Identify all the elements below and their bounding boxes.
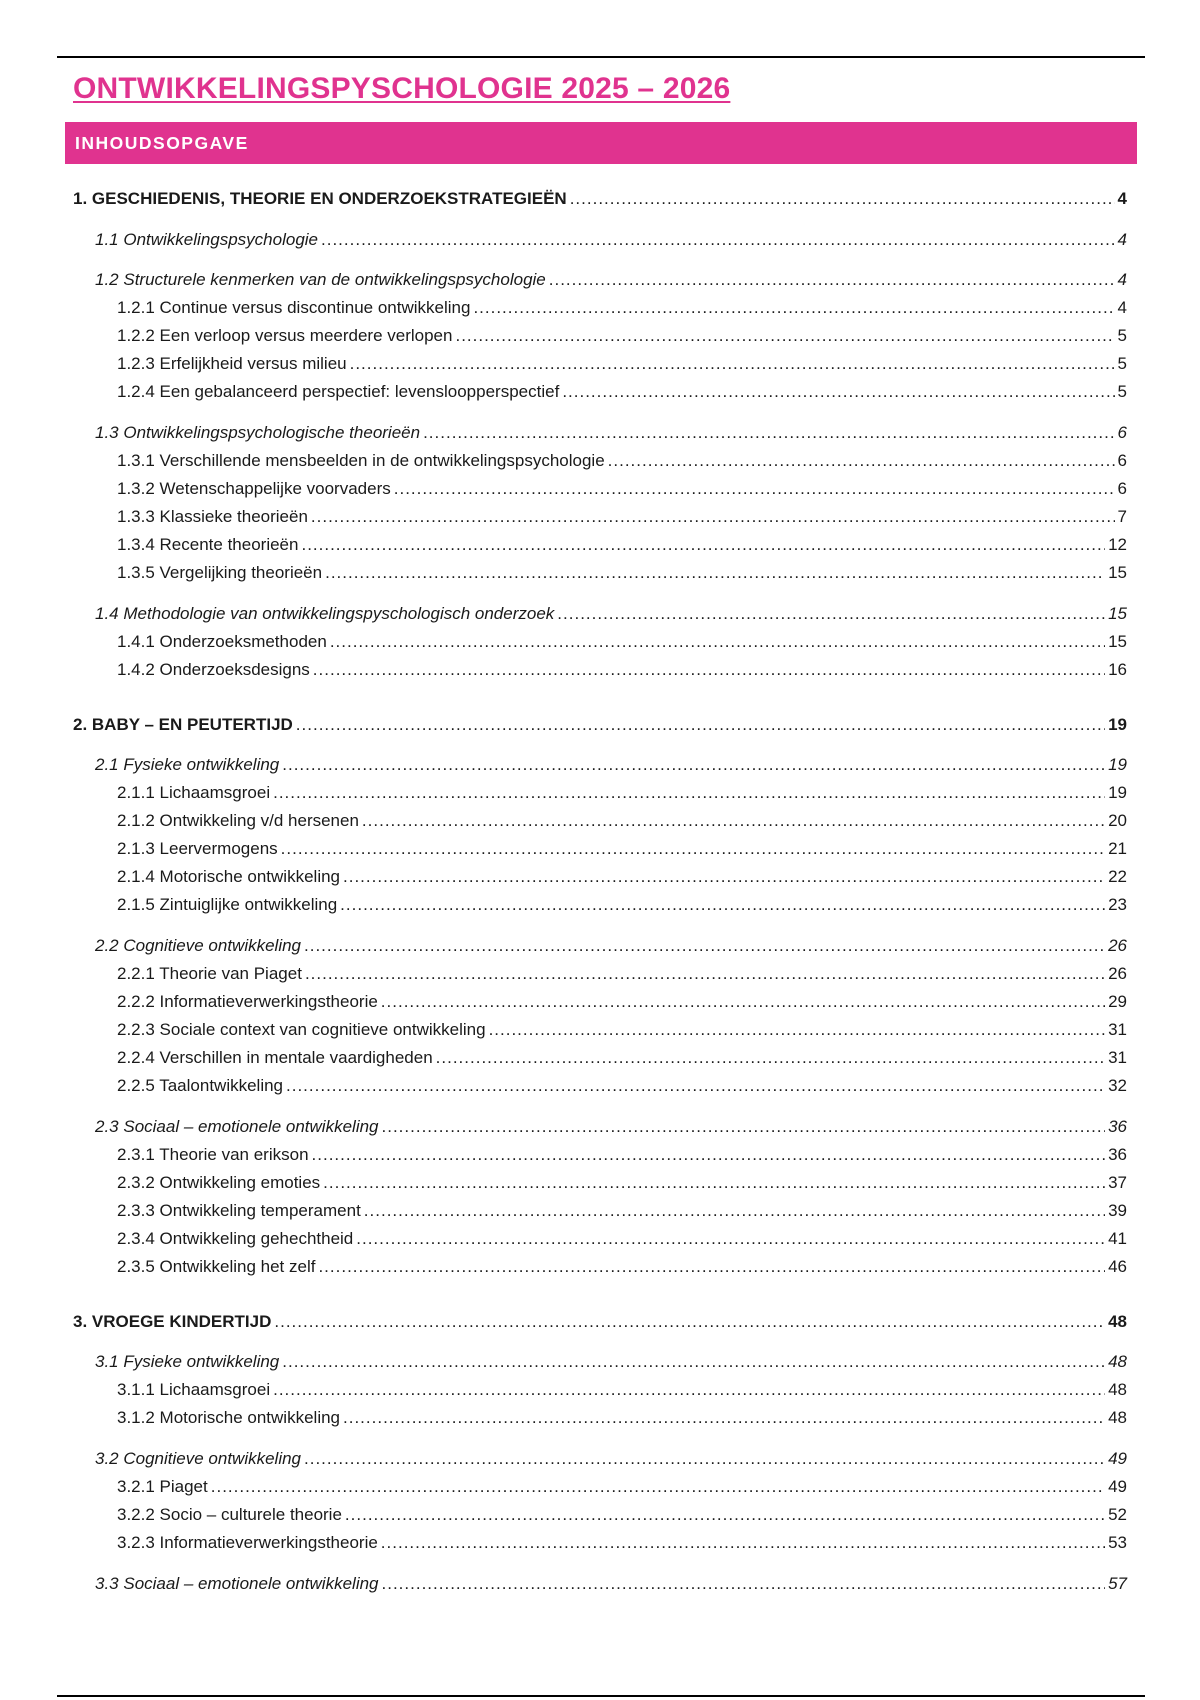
toc-entry-label: 2.1.3 Leervermogens	[117, 839, 278, 858]
toc-dot-leader	[364, 1200, 1105, 1222]
toc-subsection[interactable]	[117, 963, 1127, 985]
toc-section[interactable]	[95, 1351, 1127, 1373]
toc-section[interactable]	[95, 1448, 1127, 1470]
toc-entry-page: 5	[1117, 354, 1127, 373]
toc-entry-label: 3.3 Sociaal – emotionele ontwikkeling	[95, 1574, 379, 1593]
toc-entry-page: 49	[1108, 1477, 1127, 1496]
toc-section[interactable]	[95, 1116, 1127, 1138]
toc-entry-page: 5	[1117, 326, 1127, 345]
toc-dot-leader	[345, 1504, 1105, 1526]
toc-entry-label: 1.2 Structurele kenmerken van de ontwikkelingspsychologie	[95, 270, 546, 289]
toc-entry-label: 2.2 Cognitieve ontwikkeling	[95, 936, 302, 955]
toc-dot-leader	[455, 325, 1114, 347]
toc-entry-label: 2.2.5 Taalontwikkeling	[117, 1076, 284, 1095]
toc-entry-page: 53	[1108, 1533, 1127, 1552]
toc-dot-leader	[301, 534, 1105, 556]
toc-chapter[interactable]	[73, 1311, 1127, 1333]
toc-subsection[interactable]	[117, 381, 1127, 403]
toc-subsection[interactable]	[117, 1504, 1127, 1526]
toc-subsection[interactable]	[117, 631, 1127, 653]
toc-dot-leader	[570, 188, 1115, 210]
toc-subsection[interactable]	[117, 1532, 1127, 1554]
toc-dot-leader	[273, 782, 1105, 804]
toc-section[interactable]	[95, 754, 1127, 776]
toc-dot-leader	[281, 838, 1105, 860]
toc-entry-page: 19	[1108, 755, 1127, 774]
toc-dot-leader	[282, 754, 1105, 776]
toc-entry-label: 2.2.3 Sociale context van cognitieve ontwikkeling	[117, 1020, 486, 1039]
toc-entry-page: 4	[1117, 270, 1127, 289]
toc-entry-page: 12	[1108, 535, 1127, 554]
toc-dot-leader	[313, 659, 1105, 681]
toc-subsection[interactable]	[117, 562, 1127, 584]
toc-entry-page: 6	[1117, 479, 1127, 498]
toc-dot-leader	[330, 631, 1105, 653]
toc-dot-leader	[273, 1379, 1105, 1401]
toc-entry-page: 23	[1108, 895, 1127, 914]
toc-entry-label: 1. GESCHIEDENIS, THEORIE EN ONDERZOEKSTRATEGIEËN	[73, 189, 567, 208]
toc-entry-page: 48	[1108, 1408, 1127, 1427]
toc-entry-label: 2.1.5 Zintuiglijke ontwikkeling	[117, 895, 338, 914]
toc-entry-page: 36	[1108, 1117, 1127, 1136]
toc-entry-label: 2. BABY – EN PEUTERTIJD	[73, 715, 293, 734]
toc-subsection[interactable]	[117, 506, 1127, 528]
toc-entry-label: 2.3.5 Ontwikkeling het zelf	[117, 1257, 316, 1276]
toc-entry-page: 7	[1117, 507, 1127, 526]
toc-section[interactable]	[95, 603, 1127, 625]
toc-subsection[interactable]	[117, 1047, 1127, 1069]
toc-subsection[interactable]	[117, 894, 1127, 916]
toc-entry-label: 2.3.1 Theorie van erikson	[117, 1145, 309, 1164]
toc-entry-label: 1.4.1 Onderzoeksmethoden	[117, 632, 327, 651]
toc-subsection[interactable]	[117, 782, 1127, 804]
toc-entry-page: 37	[1108, 1173, 1127, 1192]
toc-dot-leader	[608, 450, 1115, 472]
toc-dot-leader	[304, 935, 1105, 957]
toc-subsection[interactable]	[117, 450, 1127, 472]
toc-entry-page: 15	[1108, 604, 1127, 623]
toc-entry-page: 4	[1117, 230, 1127, 249]
toc-entry-page: 31	[1108, 1020, 1127, 1039]
toc-dot-leader	[343, 1407, 1105, 1429]
toc-entry-page: 48	[1108, 1380, 1127, 1399]
toc-entry-page: 4	[1117, 298, 1127, 317]
toc-dot-leader	[362, 810, 1105, 832]
toc-dot-leader	[305, 963, 1105, 985]
toc-section[interactable]	[95, 229, 1127, 251]
toc-dot-leader	[382, 1116, 1106, 1138]
toc-entry-page: 29	[1108, 992, 1127, 1011]
toc-dot-leader	[323, 1172, 1105, 1194]
toc-dot-leader	[274, 1311, 1105, 1333]
toc-dot-leader	[325, 562, 1105, 584]
toc-dot-leader	[340, 894, 1105, 916]
toc-subsection[interactable]	[117, 478, 1127, 500]
toc-subsection[interactable]	[117, 1379, 1127, 1401]
toc-subsection[interactable]	[117, 1228, 1127, 1250]
toc-entry-label: 1.3 Ontwikkelingspsychologische theorieën	[95, 423, 421, 442]
toc-subsection[interactable]	[117, 1256, 1127, 1278]
toc-subsection[interactable]	[117, 1407, 1127, 1429]
toc-entry-label: 1.3.3 Klassieke theorieën	[117, 507, 308, 526]
toc-entry-page: 19	[1108, 783, 1127, 802]
toc-entry-page: 20	[1108, 811, 1127, 830]
toc-heading: INHOUDSOPGAVE	[75, 132, 249, 153]
document-title: ONTWIKKELINGSPYSCHOLOGIE 2025 – 2026	[73, 72, 731, 105]
toc-section[interactable]	[95, 269, 1127, 291]
toc-subsection[interactable]	[117, 991, 1127, 1013]
toc-entry-label: 1.2.2 Een verloop versus meerdere verlopen	[117, 326, 453, 345]
toc-entry-page: 36	[1108, 1145, 1127, 1164]
toc-dot-leader	[318, 1256, 1105, 1278]
toc-dot-leader	[436, 1047, 1105, 1069]
toc-subsection[interactable]	[117, 1019, 1127, 1041]
toc-entry-label: 1.2.3 Erfelijkheid versus milieu	[117, 354, 347, 373]
toc-entry-page: 6	[1117, 451, 1127, 470]
toc-entry-page: 19	[1108, 715, 1127, 734]
toc-subsection[interactable]	[117, 866, 1127, 888]
toc-entry-label: 1.4 Methodologie van ontwikkelingspyschologisch onderzoek	[95, 604, 555, 623]
toc-entry-label: 1.3.4 Recente theorieën	[117, 535, 299, 554]
toc-subsection[interactable]	[117, 297, 1127, 319]
toc-entry-label: 2.3.3 Ontwikkeling temperament	[117, 1201, 361, 1220]
toc-dot-leader	[343, 866, 1105, 888]
toc-entry-label: 1.3.5 Vergelijking theorieën	[117, 563, 323, 582]
toc-section[interactable]	[95, 1573, 1127, 1595]
toc-dot-leader	[489, 1019, 1106, 1041]
toc-entry-label: 2.1.2 Ontwikkeling v/d hersenen	[117, 811, 359, 830]
toc-entry-page: 48	[1108, 1352, 1127, 1371]
toc-dot-leader	[381, 991, 1105, 1013]
toc-entry-label: 3.2.1 Piaget	[117, 1477, 208, 1496]
toc-dot-leader	[296, 714, 1105, 736]
toc-entry-label: 2.1.4 Motorische ontwikkeling	[117, 867, 341, 886]
toc-entry-page: 26	[1108, 936, 1127, 955]
toc-entry-label: 2.1.1 Lichaamsgroei	[117, 783, 271, 802]
toc-subsection[interactable]	[117, 534, 1127, 556]
toc-entry-page: 31	[1108, 1048, 1127, 1067]
toc-entry-label: 3.1 Fysieke ontwikkeling	[95, 1352, 280, 1371]
toc-entry-page: 16	[1108, 660, 1127, 679]
toc-subsection[interactable]	[117, 1075, 1127, 1097]
toc-entry-label: 1.4.2 Onderzoeksdesigns	[117, 660, 310, 679]
toc-entry-page: 21	[1108, 839, 1127, 858]
toc-dot-leader	[282, 1351, 1105, 1373]
toc-entry-page: 41	[1108, 1229, 1127, 1248]
toc-subsection[interactable]	[117, 353, 1127, 375]
toc-dot-leader	[562, 381, 1114, 403]
toc-section[interactable]	[95, 935, 1127, 957]
toc-entry-label: 2.2.4 Verschillen in mentale vaardigheden	[117, 1048, 433, 1067]
toc-dot-leader	[286, 1075, 1105, 1097]
toc-entry-page: 48	[1108, 1312, 1127, 1331]
toc-entry-label: 3.2.2 Socio – culturele theorie	[117, 1505, 342, 1524]
toc-entry-label: 3.2 Cognitieve ontwikkeling	[95, 1449, 302, 1468]
toc-entry-page: 32	[1108, 1076, 1127, 1095]
toc-entry-label: 1.3.2 Wetenschappelijke voorvaders	[117, 479, 391, 498]
toc-dot-leader	[423, 422, 1114, 444]
toc-entry-page: 15	[1108, 563, 1127, 582]
toc-entry-page: 15	[1108, 632, 1127, 651]
toc-entry-label: 1.2.1 Continue versus discontinue ontwikkeling	[117, 298, 471, 317]
toc-dot-leader	[356, 1228, 1105, 1250]
toc-dot-leader	[311, 506, 1115, 528]
toc-entry-label: 1.3.1 Verschillende mensbeelden in de ontwikkelingspsychologie	[117, 451, 605, 470]
toc-entry-label: 3.2.3 Informatieverwerkingstheorie	[117, 1533, 378, 1552]
toc-entry-label: 2.2.1 Theorie van Piaget	[117, 964, 302, 983]
toc-subsection[interactable]	[117, 1476, 1127, 1498]
toc-dot-leader	[549, 269, 1115, 291]
toc-dot-leader	[321, 229, 1115, 251]
toc-entry-label: 1.1 Ontwikkelingspsychologie	[95, 230, 319, 249]
toc-subsection[interactable]	[117, 810, 1127, 832]
toc-entry-label: 2.3 Sociaal – emotionele ontwikkeling	[95, 1117, 379, 1136]
toc-entry-label: 2.3.4 Ontwikkeling gehechtheid	[117, 1229, 354, 1248]
toc-entry-page: 46	[1108, 1257, 1127, 1276]
toc-dot-leader	[557, 603, 1105, 625]
toc-entry-page: 52	[1108, 1505, 1127, 1524]
toc-dot-leader	[304, 1448, 1105, 1470]
toc-entry-label: 2.2.2 Informatieverwerkingstheorie	[117, 992, 378, 1011]
toc-entry-page: 5	[1117, 382, 1127, 401]
toc-entry-page: 6	[1117, 423, 1127, 442]
toc-entry-page: 26	[1108, 964, 1127, 983]
toc-section[interactable]	[95, 422, 1127, 444]
toc-dot-leader	[381, 1532, 1105, 1554]
toc-dot-leader	[211, 1476, 1105, 1498]
toc-subsection[interactable]	[117, 1172, 1127, 1194]
toc-dot-leader	[350, 353, 1115, 375]
toc-dot-leader	[394, 478, 1115, 500]
toc-entry-label: 3.1.1 Lichaamsgroei	[117, 1380, 271, 1399]
toc-dot-leader	[312, 1144, 1106, 1166]
toc-entry-label: 1.2.4 Een gebalanceerd perspectief: levensloopperspectief	[117, 382, 560, 401]
toc-entry-label: 3.1.2 Motorische ontwikkeling	[117, 1408, 341, 1427]
toc-entry-page: 4	[1117, 189, 1127, 208]
toc-subsection[interactable]	[117, 1200, 1127, 1222]
toc-heading-band	[65, 122, 1137, 164]
top-rule	[57, 56, 1145, 58]
toc-entry-page: 49	[1108, 1449, 1127, 1468]
toc-entry-page: 57	[1108, 1574, 1127, 1593]
toc-chapter[interactable]	[73, 188, 1127, 210]
toc-entry-label: 2.3.2 Ontwikkeling emoties	[117, 1173, 321, 1192]
bottom-rule	[57, 1695, 1145, 1697]
toc-entry-page: 39	[1108, 1201, 1127, 1220]
toc-entry-label: 2.1 Fysieke ontwikkeling	[95, 755, 280, 774]
toc-entry-label: 3. VROEGE KINDERTIJD	[73, 1312, 272, 1331]
toc-dot-leader	[382, 1573, 1106, 1595]
toc-subsection[interactable]	[117, 659, 1127, 681]
toc-subsection[interactable]	[117, 838, 1127, 860]
toc-entry-page: 22	[1108, 867, 1127, 886]
toc-subsection[interactable]	[117, 1144, 1127, 1166]
toc-subsection[interactable]	[117, 325, 1127, 347]
toc-chapter[interactable]	[73, 714, 1127, 736]
toc-dot-leader	[473, 297, 1114, 319]
